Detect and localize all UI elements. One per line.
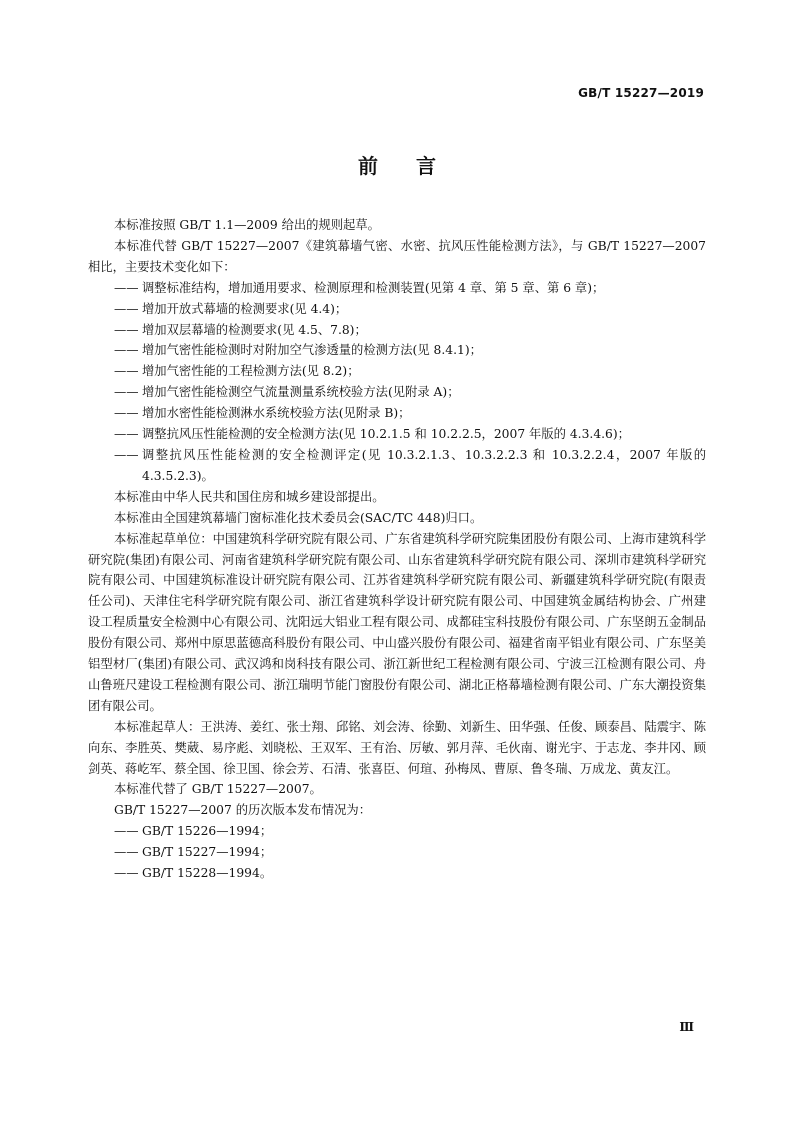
history-text: GB/T 15228—1994。	[142, 866, 273, 881]
paragraph-committee: 本标准由全国建筑幕墙门窗标准化技术委员会(SAC/TC 448)归口。	[114, 510, 483, 525]
dash-marker: ——	[114, 824, 139, 839]
history-item	[88, 821, 706, 842]
paragraph-drafting-units: 本标准起草单位：中国建筑科学研究院有限公司、广东省建筑科学研究院集团股份有限公司、上海市建筑科学研究院(集团)有限公司、河南省建筑科学研究院有限公司、山东省建筑科学研究院有限公司、深圳市建筑科学研究院有限公司、中国建筑标准设计研究院有限公司、江苏省建筑科学研究院有限公司、新疆建筑科学研究院(有限责任公司)、天津住宅科学研究院有限公司、浙江省建筑科学设计研究院有限公司、中国建筑金属结构协会、广州建设工程质量安全检测中心有限公司、沈阳远大铝业工程有限公司、成都硅宝科技股份有限公司、广东坚朗五金制品股份有限公司、郑州中原思蓝德高科股份有限公司、中山盛兴股份有限公司、福建省南平铝业有限公司、广东坚美铝型材厂(集团)有限公司、武汉鸿和岗科技有限公司、浙江新世纪工程检测有限公司、宁波三江检测有限公司、舟山鲁班尺建设工程检测有限公司、浙江瑞明节能门窗股份有限公司、湖北正格幕墙检测有限公司、广东大潮投资集团有限公司。	[88, 531, 706, 713]
change-item	[88, 361, 706, 382]
dash-marker: ——	[114, 406, 139, 421]
change-text: 增加双层幕墙的检测要求(见 4.5、7.8)；	[142, 322, 367, 337]
change-item	[88, 340, 706, 361]
page-title: 前言	[358, 154, 474, 178]
history-item	[88, 842, 706, 863]
page-number: Ⅲ	[679, 1020, 694, 1034]
history-text: GB/T 15227—1994；	[142, 845, 273, 860]
dash-marker: ——	[114, 301, 139, 316]
document-body	[88, 215, 706, 884]
change-item	[88, 445, 706, 487]
paragraph-supersedes: 本标准代替了 GB/T 15227—2007。	[114, 782, 322, 797]
paragraph-drafters: 本标准起草人：王洪涛、姜红、张士翔、邱铭、刘会涛、徐勤、刘新生、田华强、任俊、顾泰昌、陆震宇、陈向东、李胜英、樊葳、易序彪、刘晓松、王双军、王有治、厉敏、郭月萍、毛伙南、谢光宇、于志龙、李井冈、顾剑英、蒋屹军、蔡全国、徐卫国、徐会芳、石清、张喜臣、何瑄、孙梅凤、曹原、鲁冬瑞、万成龙、黄友江。	[88, 719, 706, 776]
change-item	[88, 278, 706, 299]
change-item	[88, 424, 706, 445]
standard-code: GB/T 15227—2019	[578, 86, 704, 100]
paragraph-replaces: 本标准代替 GB/T 15227—2007《建筑幕墙气密、水密、抗风压性能检测方法》，与 GB/T 15227—2007 相比，主要技术变化如下：	[88, 238, 706, 274]
history-item	[88, 863, 706, 884]
dash-marker: ——	[114, 427, 139, 442]
change-text: 增加气密性能的工程检测方法(见 8.2)；	[142, 364, 360, 379]
dash-marker: ——	[114, 364, 139, 379]
change-text: 增加气密性能检测空气流量测量系统校验方法(见附录 A)；	[142, 385, 460, 400]
change-text: 调整抗风压性能检测的安全检测方法(见 10.2.1.5 和 10.2.2.5，2007 年版的 4.3.4.6)；	[142, 427, 630, 442]
change-item	[88, 320, 706, 341]
change-item	[88, 382, 706, 403]
change-text: 增加水密性能检测淋水系统校验方法(见附录 B)；	[142, 406, 411, 421]
paragraph-history-intro: GB/T 15227—2007 的历次版本发布情况为：	[114, 803, 371, 818]
change-text: 增加气密性能检测时对附加空气渗透量的检测方法(见 8.4.1)；	[142, 343, 482, 358]
paragraph-drafting-rules: 本标准按照 GB/T 1.1—2009 给出的规则起草。	[114, 218, 380, 232]
paragraph-proposer: 本标准由中华人民共和国住房和城乡建设部提出。	[114, 489, 385, 504]
change-text: 增加开放式幕墙的检测要求(见 4.4)；	[142, 301, 348, 316]
change-item	[88, 299, 706, 320]
history-text: GB/T 15226—1994；	[142, 824, 273, 839]
dash-marker: ——	[114, 447, 139, 462]
change-text: 调整标准结构，增加通用要求、检测原理和检测装置(见第 4 章、第 5 章、第 6 章)；	[142, 280, 605, 295]
change-item	[88, 403, 706, 424]
dash-marker: ——	[114, 845, 139, 860]
dash-marker: ——	[114, 280, 139, 295]
dash-marker: ——	[114, 385, 139, 400]
dash-marker: ——	[114, 866, 139, 881]
dash-marker: ——	[114, 343, 139, 358]
change-text: 调整抗风压性能检测的安全检测评定(见 10.3.2.1.3、10.3.2.2.3 和 10.3.2.2.4，2007 年版的 4.3.5.2.3)。	[142, 447, 706, 483]
dash-marker: ——	[114, 322, 139, 337]
